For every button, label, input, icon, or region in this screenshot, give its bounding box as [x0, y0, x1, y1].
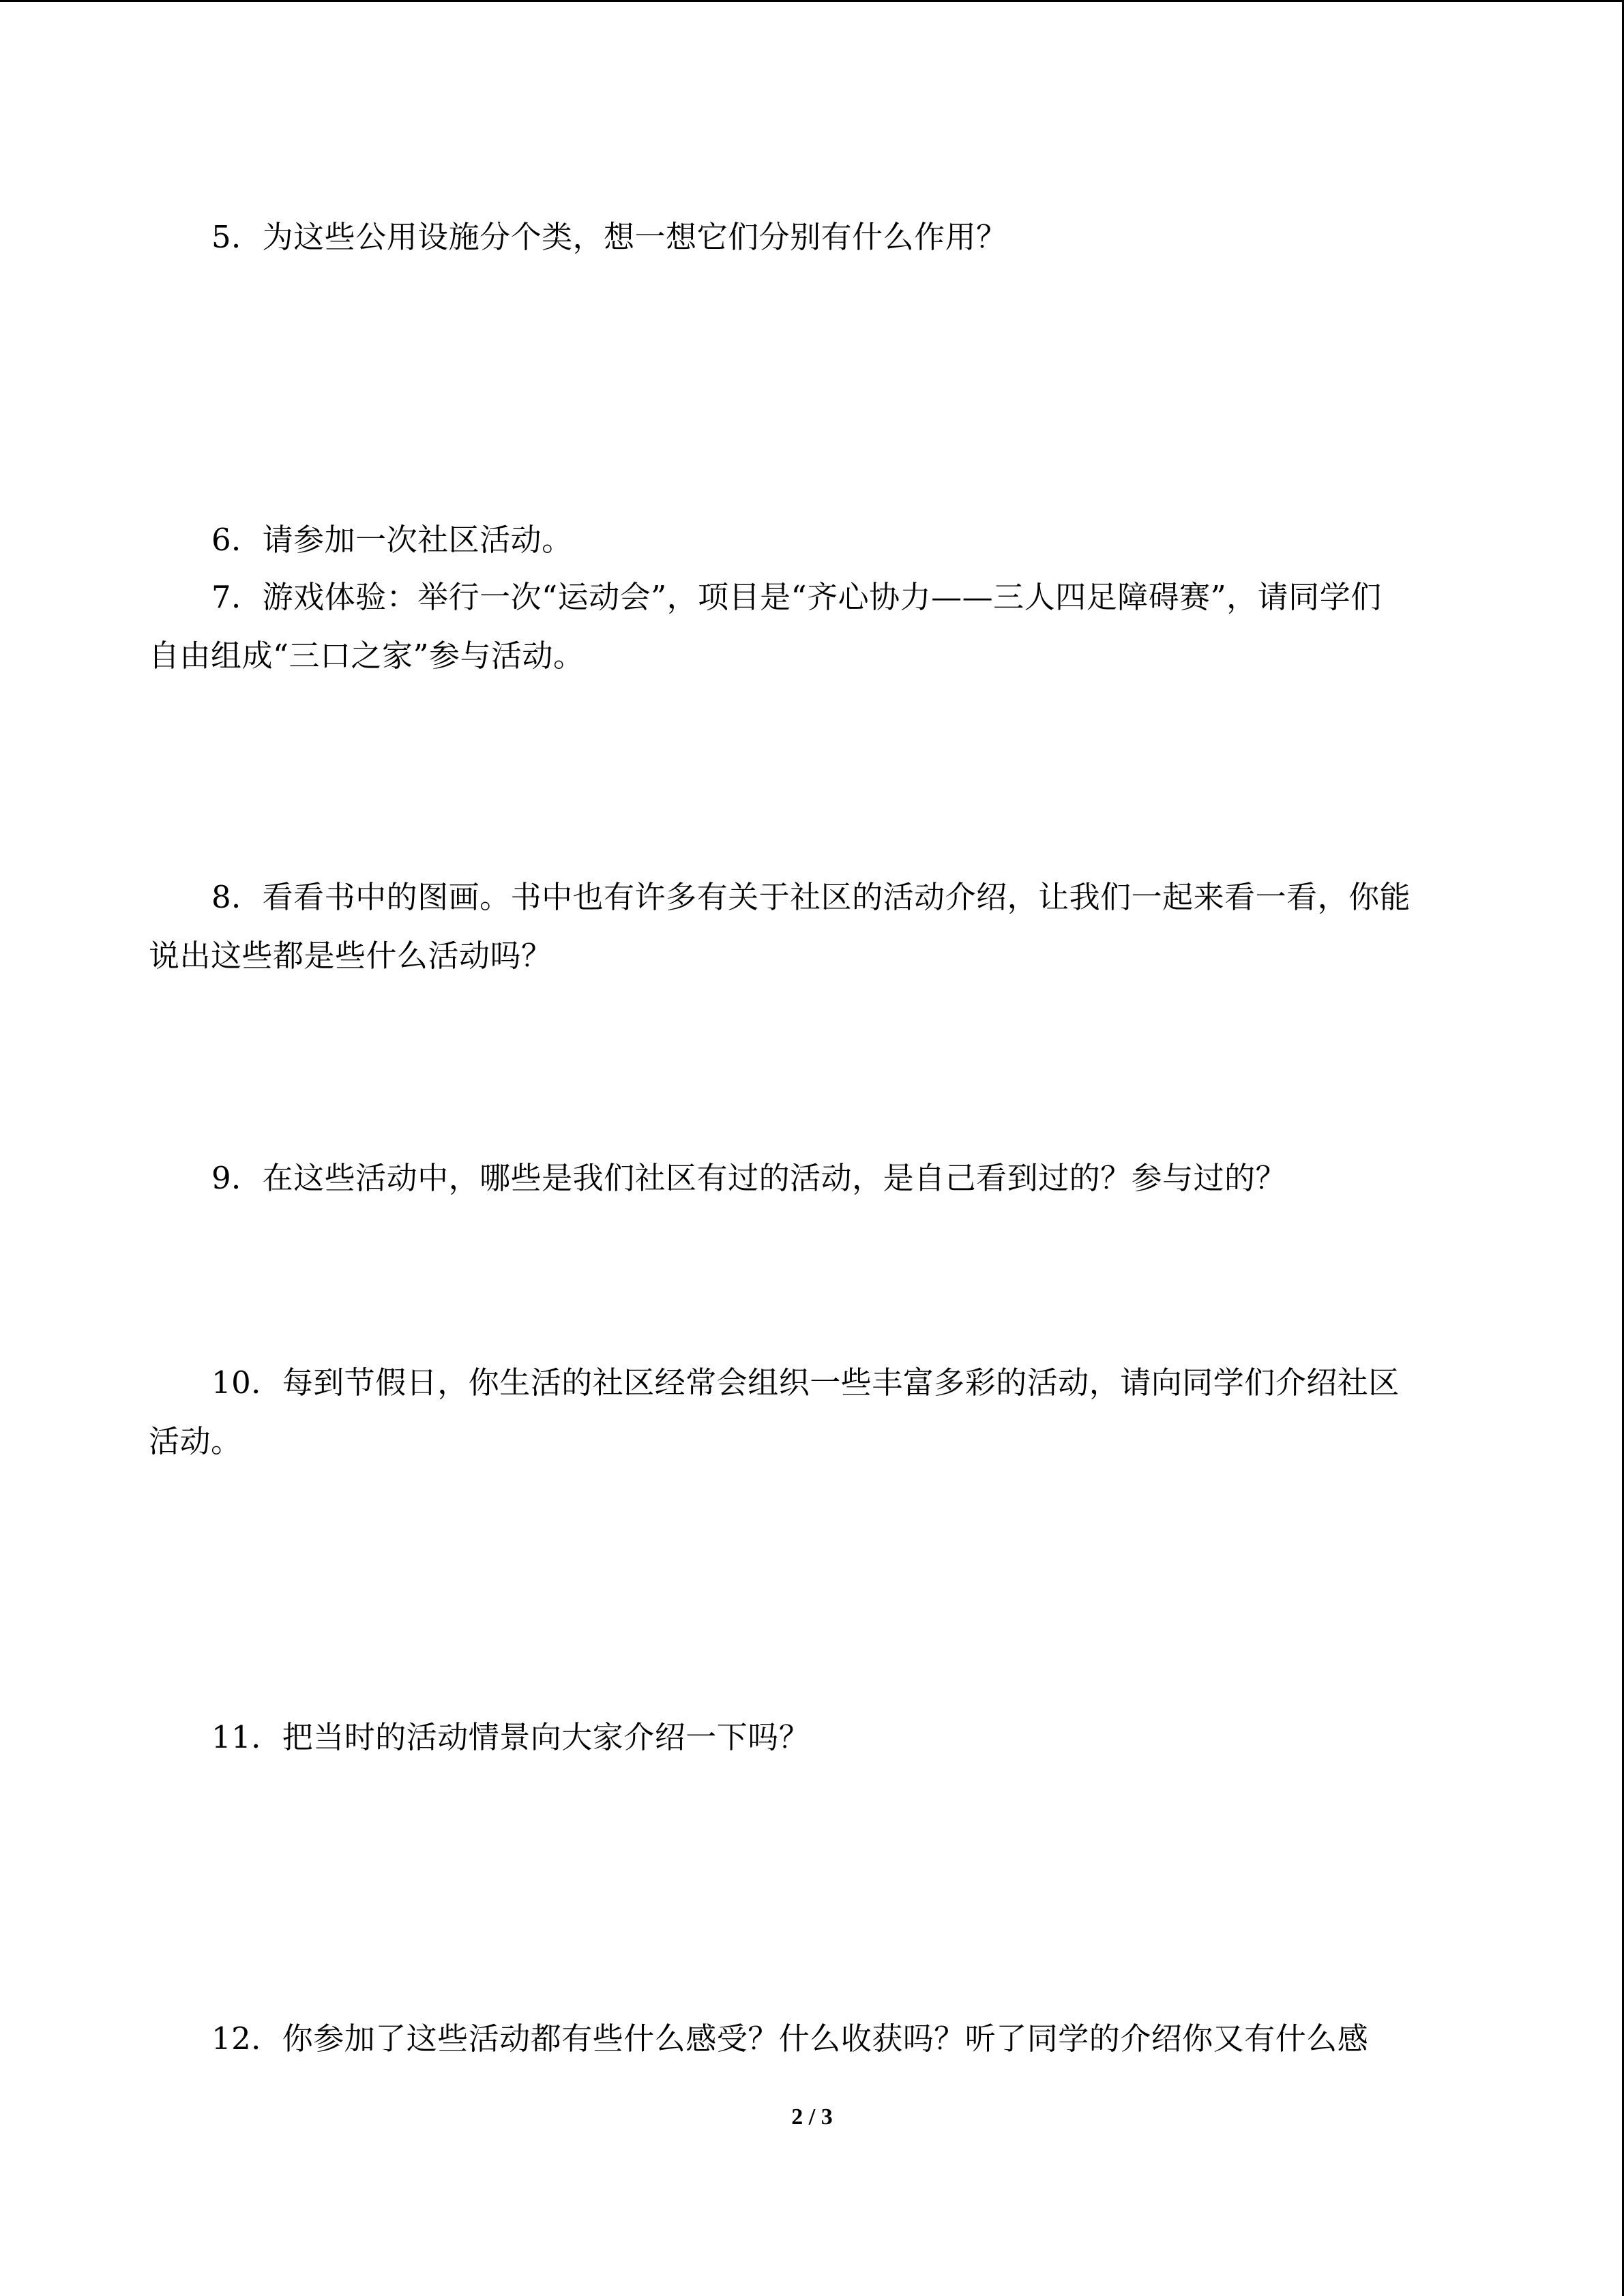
question-10-line-2: 活动。 [149, 1423, 242, 1459]
question-9-line-1: 9．在这些活动中，哪些是我们社区有过的活动，是自己看到过的？参与过的？ [211, 1160, 1287, 1196]
question-6-line-1: 6．请参加一次社区活动。 [211, 522, 573, 558]
page-number: 2 / 3 [791, 2104, 833, 2130]
question-5-line-1: 5．为这些公用设施分个类，想一想它们分别有什么作用？ [211, 219, 1007, 255]
question-12-line-1: 12．你参加了这些活动都有些什么感受？什么收获吗？听了同学的介绍你又有什么感 [211, 2021, 1369, 2057]
question-7-line-1: 7．游戏体验：举行一次“运动会”，项目是“齐心协力——三人四足障碍赛”，请同学们 [211, 579, 1382, 615]
question-8-line-1: 8．看看书中的图画。书中也有许多有关于社区的活动介绍，让我们一起来看一看，你能 [211, 879, 1411, 915]
question-11-line-1: 11．把当时的活动情景向大家介绍一下吗？ [211, 1719, 810, 1755]
question-10-line-1: 10．每到节假日，你生活的社区经常会组织一些丰富多彩的活动，请向同学们介绍社区 [211, 1365, 1400, 1401]
question-8-line-2: 说出这些都是些什么活动吗？ [149, 938, 552, 974]
question-7-line-2: 自由组成“三口之家”参与活动。 [149, 638, 585, 674]
